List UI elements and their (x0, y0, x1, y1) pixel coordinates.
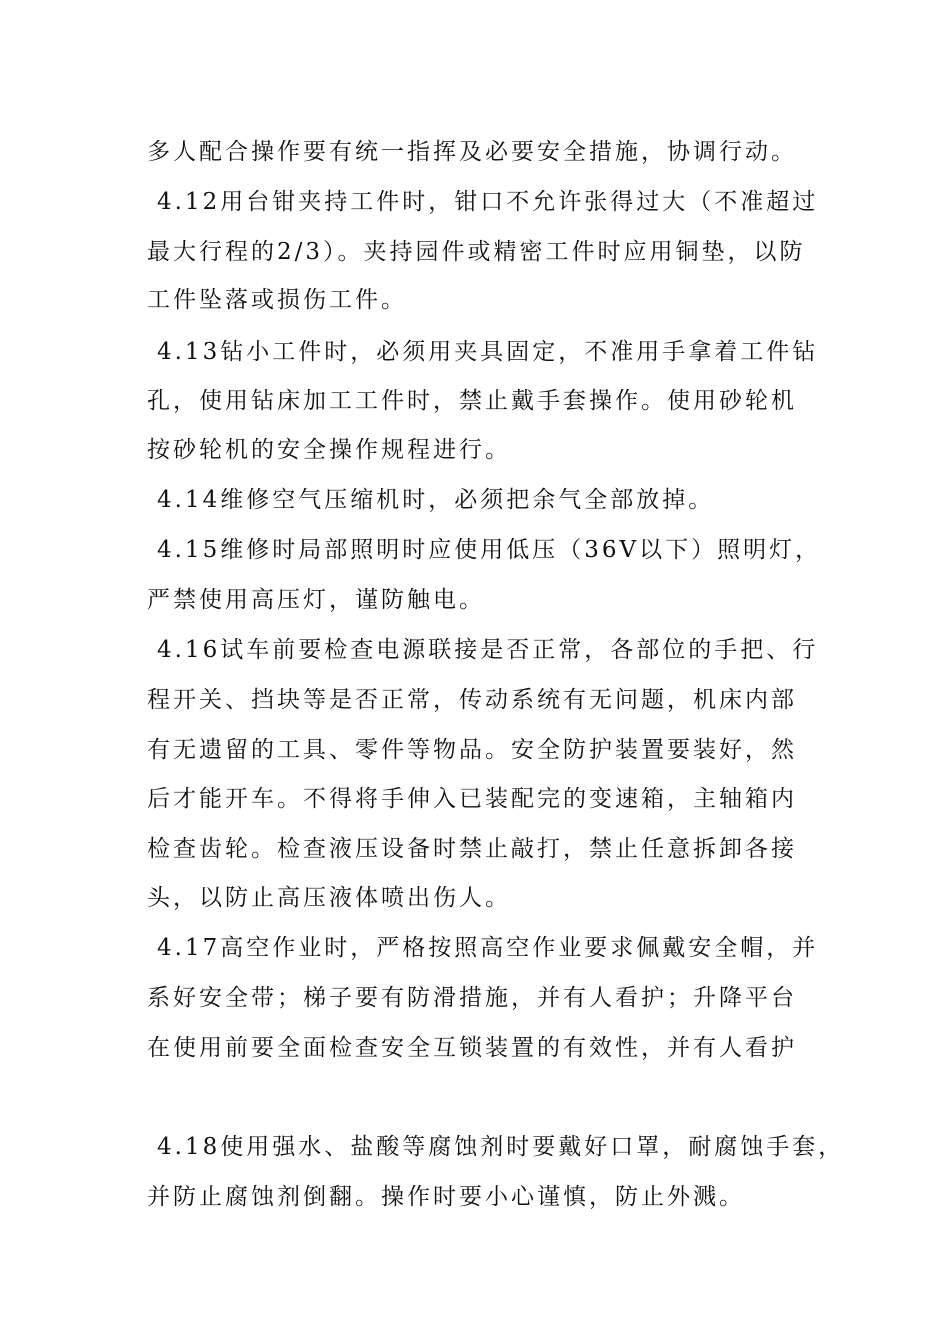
text-line-16: 头，以防止高压液体喷出伤人。 (147, 885, 511, 911)
text-line-11: 4.16试车前要检查电源联接是否正常，各部位的手把、行 (157, 637, 819, 663)
text-line-1: 多人配合操作要有统一指挥及必要安全措施，协调行动。 (147, 139, 797, 165)
text-line-3: 最大行程的2/3）。夹持园件或精密工件时应用铜垫，以防 (147, 239, 806, 265)
text-line-4: 工件坠落或损伤工件。 (147, 287, 407, 313)
text-line-15: 检查齿轮。检查液压设备时禁止敲打，禁止任意拆卸各接 (147, 836, 797, 862)
text-line-13: 有无遗留的工具、零件等物品。安全防护装置要装好，然 (147, 737, 797, 763)
text-line-18: 系好安全带；梯子要有防滑措施，并有人看护；升降平台 (147, 985, 797, 1011)
text-line-10: 严禁使用高压灯，谨防触电。 (147, 587, 485, 613)
text-line-9: 4.15维修时局部照明时应使用低压（36V以下）照明灯， (157, 537, 822, 563)
text-line-21: 并防止腐蚀剂倒翻。操作时要小心谨慎，防止外溅。 (147, 1184, 745, 1210)
text-line-8: 4.14维修空气压缩机时，必须把余气全部放掉。 (157, 487, 715, 513)
text-line-20: 4.18使用强水、盐酸等腐蚀剂时要戴好口罩，耐腐蚀手套， (157, 1134, 845, 1160)
text-line-5: 4.13钻小工件时，必须用夹具固定，不准用手拿着工件钻 (157, 339, 819, 365)
text-line-7: 按砂轮机的安全操作规程进行。 (147, 437, 511, 463)
text-line-2: 4.12用台钳夹持工件时，钳口不允许张得过大（不准超过 (157, 189, 819, 215)
text-line-6: 孔，使用钻床加工工件时，禁止戴手套操作。使用砂轮机 (147, 388, 797, 414)
text-line-17: 4.17高空作业时，严格按照高空作业要求佩戴安全帽，并 (157, 935, 819, 961)
text-line-12: 程开关、挡块等是否正常，传动系统有无问题，机床内部 (147, 687, 797, 713)
text-line-19: 在使用前要全面检查安全互锁装置的有效性，并有人看护 (147, 1035, 797, 1061)
text-line-14: 后才能开车。不得将手伸入已装配完的变速箱，主轴箱内 (147, 786, 797, 812)
